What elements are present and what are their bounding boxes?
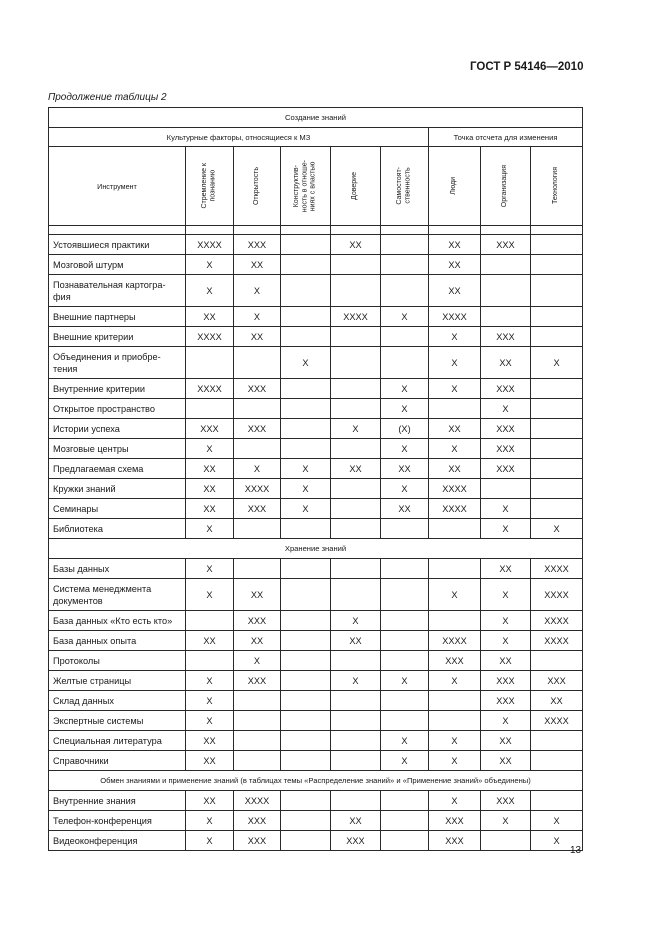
rating-cell — [481, 307, 531, 327]
spacer-cell — [481, 226, 531, 235]
rating-cell — [281, 751, 331, 771]
rating-cell: XX — [429, 235, 481, 255]
rating-cell: XXX — [481, 791, 531, 811]
rating-cell: XXX — [481, 235, 531, 255]
column-header: Конструктив- ность в отноше- ниях с властью — [281, 147, 331, 226]
rating-cell — [381, 579, 429, 611]
instrument-name: База данных «Кто есть кто» — [49, 611, 186, 631]
rating-cell: X — [186, 255, 234, 275]
group-header-cultural-factors: Культурные факторы, относящиеся к МЗ — [49, 128, 429, 147]
rating-cell: X — [531, 811, 583, 831]
table-row — [49, 631, 583, 651]
instrument-name: Протоколы — [49, 651, 186, 671]
rating-cell — [531, 327, 583, 347]
rating-cell: XX — [429, 459, 481, 479]
instrument-name: Библиотека — [49, 519, 186, 539]
rating-cell — [281, 235, 331, 255]
instrument-name: Устоявшиеся практики — [49, 235, 186, 255]
instrument-name: Экспертные системы — [49, 711, 186, 731]
table-row — [49, 419, 583, 439]
rating-cell: X — [481, 519, 531, 539]
rating-cell: XXXX — [531, 631, 583, 651]
table-row — [49, 519, 583, 539]
rating-cell: X — [234, 275, 281, 307]
rating-cell — [429, 611, 481, 631]
column-header: Организация — [481, 147, 531, 226]
rating-cell: XX — [186, 499, 234, 519]
table-row — [49, 731, 583, 751]
table-row — [49, 579, 583, 611]
rating-cell — [331, 499, 381, 519]
rating-cell — [531, 255, 583, 275]
rating-cell — [531, 235, 583, 255]
table-row — [49, 691, 583, 711]
rating-cell — [429, 399, 481, 419]
rating-cell: XX — [186, 631, 234, 651]
rating-cell: XX — [481, 559, 531, 579]
rating-cell: XXX — [481, 671, 531, 691]
rating-cell — [281, 711, 331, 731]
spacer-cell — [186, 226, 234, 235]
rating-cell — [531, 499, 583, 519]
instrument-column-header: Инструмент — [49, 147, 186, 226]
rating-cell — [381, 611, 429, 631]
rating-cell: X — [481, 499, 531, 519]
rating-cell — [531, 479, 583, 499]
table-row — [49, 459, 583, 479]
rating-cell: X — [331, 419, 381, 439]
rating-cell — [381, 651, 429, 671]
rating-cell — [331, 399, 381, 419]
rating-cell: XXX — [481, 459, 531, 479]
rating-cell: XX — [381, 499, 429, 519]
rating-cell — [381, 275, 429, 307]
rating-cell: X — [429, 791, 481, 811]
rating-cell — [331, 691, 381, 711]
rating-cell: X — [186, 275, 234, 307]
rating-cell: X — [381, 479, 429, 499]
rating-cell: XXX — [481, 691, 531, 711]
rating-cell: XX — [429, 255, 481, 275]
rating-cell: X — [481, 579, 531, 611]
rating-cell: XXX — [481, 419, 531, 439]
rating-cell: X — [429, 731, 481, 751]
rating-cell — [331, 651, 381, 671]
rating-cell: XX — [331, 631, 381, 651]
rating-cell — [381, 711, 429, 731]
rating-cell — [331, 711, 381, 731]
rating-cell — [281, 651, 331, 671]
rating-cell: XXXX — [186, 379, 234, 399]
rating-cell: XX — [331, 235, 381, 255]
rating-cell — [381, 327, 429, 347]
column-header: Открытость — [234, 147, 281, 226]
table-row — [49, 751, 583, 771]
table-row — [49, 399, 583, 419]
rating-cell: XX — [186, 459, 234, 479]
rating-cell — [481, 479, 531, 499]
rating-cell — [331, 327, 381, 347]
rating-cell: X — [531, 347, 583, 379]
rating-cell: X — [481, 631, 531, 651]
table-row — [49, 235, 583, 255]
rating-cell: XX — [531, 691, 583, 711]
table-row — [49, 671, 583, 691]
rating-cell: XXX — [234, 235, 281, 255]
rating-cell — [331, 275, 381, 307]
rating-cell — [331, 731, 381, 751]
table-row — [49, 379, 583, 399]
rating-cell — [234, 711, 281, 731]
rating-cell — [331, 439, 381, 459]
instrument-name: Объединения и приобре- тения — [49, 347, 186, 379]
rating-cell — [531, 307, 583, 327]
rating-cell — [281, 579, 331, 611]
rating-cell: X — [234, 651, 281, 671]
table-row — [49, 611, 583, 631]
rating-cell: XXX — [234, 811, 281, 831]
rating-cell — [281, 691, 331, 711]
rating-cell: XXX — [429, 811, 481, 831]
instrument-name: Желтые страницы — [49, 671, 186, 691]
rating-cell: XXXX — [429, 307, 481, 327]
rating-cell: X — [429, 671, 481, 691]
rating-cell: XXXX — [429, 631, 481, 651]
rating-cell: XXXX — [429, 479, 481, 499]
instrument-name: Истории успеха — [49, 419, 186, 439]
table-row — [49, 479, 583, 499]
column-header: Доверие — [331, 147, 381, 226]
instrument-name: Мозговой штурм — [49, 255, 186, 275]
rating-cell — [381, 559, 429, 579]
rating-cell: XXXX — [531, 579, 583, 611]
rating-cell — [234, 347, 281, 379]
rating-cell — [281, 671, 331, 691]
rating-cell — [186, 347, 234, 379]
rating-cell: X — [381, 731, 429, 751]
rating-cell: X — [186, 671, 234, 691]
column-header: Люди — [429, 147, 481, 226]
rating-cell: XXXX — [186, 327, 234, 347]
rating-cell: XX — [186, 731, 234, 751]
rating-cell: XXX — [481, 327, 531, 347]
rating-cell: X — [331, 611, 381, 631]
rating-cell — [281, 559, 331, 579]
rating-cell: X — [281, 459, 331, 479]
rating-cell: XX — [186, 307, 234, 327]
rating-cell: X — [481, 611, 531, 631]
instrument-name: Справочники — [49, 751, 186, 771]
table-row — [49, 711, 583, 731]
instrument-name: Кружки знаний — [49, 479, 186, 499]
rating-cell: XXXX — [331, 307, 381, 327]
knowledge-instruments-table — [48, 107, 583, 851]
rating-cell: X — [429, 439, 481, 459]
rating-cell — [381, 791, 429, 811]
rating-cell: X — [281, 499, 331, 519]
rating-cell: X — [186, 831, 234, 851]
instrument-name: Познавательная картогра- фия — [49, 275, 186, 307]
rating-cell — [281, 631, 331, 651]
rating-cell — [481, 831, 531, 851]
rating-cell — [234, 439, 281, 459]
table-continuation-caption: Продолжение таблицы 2 — [48, 92, 167, 103]
rating-cell — [429, 711, 481, 731]
rating-cell: XX — [429, 419, 481, 439]
rating-cell — [281, 255, 331, 275]
rating-cell: X — [186, 519, 234, 539]
rating-cell: X — [429, 751, 481, 771]
spacer-cell — [331, 226, 381, 235]
rating-cell: XXXX — [429, 499, 481, 519]
rating-cell: X — [186, 691, 234, 711]
rating-cell — [531, 459, 583, 479]
rating-cell — [234, 559, 281, 579]
rating-cell — [531, 399, 583, 419]
section-header-creation: Создание знаний — [49, 108, 583, 128]
rating-cell — [281, 811, 331, 831]
rating-cell: XX — [481, 751, 531, 771]
rating-cell: XXXX — [186, 235, 234, 255]
rating-cell: X — [381, 439, 429, 459]
rating-cell: X — [481, 811, 531, 831]
table-row — [49, 499, 583, 519]
rating-cell: XX — [429, 275, 481, 307]
rating-cell: X — [186, 559, 234, 579]
table-row — [49, 811, 583, 831]
rating-cell: X — [234, 459, 281, 479]
rating-cell — [281, 831, 331, 851]
rating-cell — [381, 235, 429, 255]
rating-cell — [429, 691, 481, 711]
rating-cell: XX — [234, 255, 281, 275]
instrument-name: Внутренние знания — [49, 791, 186, 811]
rating-cell — [381, 519, 429, 539]
rating-cell — [531, 275, 583, 307]
spacer-cell — [531, 226, 583, 235]
rating-cell — [281, 439, 331, 459]
rating-cell — [234, 519, 281, 539]
spacer-cell — [234, 226, 281, 235]
rating-cell — [281, 275, 331, 307]
rating-cell: X — [429, 379, 481, 399]
rating-cell — [531, 751, 583, 771]
rating-cell: XXX — [234, 831, 281, 851]
rating-cell: XX — [381, 459, 429, 479]
rating-cell — [481, 255, 531, 275]
rating-cell: XXX — [234, 611, 281, 631]
rating-cell — [331, 751, 381, 771]
rating-cell — [186, 399, 234, 419]
table-row — [49, 651, 583, 671]
instrument-name: Склад данных — [49, 691, 186, 711]
rating-cell: XXXX — [234, 791, 281, 811]
rating-cell: XX — [481, 731, 531, 751]
rating-cell: X — [481, 399, 531, 419]
rating-cell: XX — [234, 631, 281, 651]
rating-cell: XX — [481, 651, 531, 671]
rating-cell — [381, 811, 429, 831]
rating-cell: X — [381, 671, 429, 691]
rating-cell — [531, 651, 583, 671]
table-row — [49, 307, 583, 327]
rating-cell: X — [381, 751, 429, 771]
rating-cell: X — [186, 811, 234, 831]
rating-cell — [331, 379, 381, 399]
rating-cell: XXX — [234, 379, 281, 399]
rating-cell — [281, 611, 331, 631]
instrument-name: Мозговые центры — [49, 439, 186, 459]
rating-cell — [234, 399, 281, 419]
rating-cell — [234, 691, 281, 711]
rating-cell — [281, 327, 331, 347]
rating-cell — [381, 631, 429, 651]
spacer-cell — [281, 226, 331, 235]
rating-cell: XX — [481, 347, 531, 379]
instrument-name: База данных опыта — [49, 631, 186, 651]
table-row — [49, 255, 583, 275]
rating-cell: XXXX — [234, 479, 281, 499]
rating-cell — [331, 559, 381, 579]
section-header-storage: Хранение знаний — [49, 539, 583, 559]
table-row — [49, 439, 583, 459]
rating-cell — [281, 307, 331, 327]
rating-cell: XX — [234, 327, 281, 347]
table-row — [49, 347, 583, 379]
rating-cell — [531, 439, 583, 459]
spacer-cell — [49, 226, 186, 235]
rating-cell — [331, 255, 381, 275]
instrument-name: Система менеджмента документов — [49, 579, 186, 611]
rating-cell: X — [429, 327, 481, 347]
rating-cell: XX — [186, 751, 234, 771]
rating-cell — [531, 379, 583, 399]
instrument-name: Предлагаемая схема — [49, 459, 186, 479]
rating-cell: XXX — [429, 651, 481, 671]
rating-cell: (X) — [381, 419, 429, 439]
column-header: Технология — [531, 147, 583, 226]
instrument-name: Семинары — [49, 499, 186, 519]
rating-cell — [381, 347, 429, 379]
instrument-name: Видеоконференция — [49, 831, 186, 851]
rating-cell: X — [186, 439, 234, 459]
rating-cell — [531, 791, 583, 811]
rating-cell: XXX — [481, 439, 531, 459]
rating-cell: X — [481, 711, 531, 731]
rating-cell: XXX — [531, 671, 583, 691]
document-standard-header: ГОСТ Р 54146—2010 — [470, 61, 584, 73]
instrument-name: Внешние критерии — [49, 327, 186, 347]
page-number: 13 — [570, 845, 582, 856]
rating-cell: X — [186, 711, 234, 731]
instrument-name: Открытое пространство — [49, 399, 186, 419]
spacer-cell — [381, 226, 429, 235]
rating-cell — [281, 519, 331, 539]
rating-cell: XXX — [429, 831, 481, 851]
rating-cell — [186, 651, 234, 671]
rating-cell — [381, 831, 429, 851]
rating-cell: XXXX — [531, 559, 583, 579]
rating-cell: XXXX — [531, 711, 583, 731]
instrument-name: Телефон-конференция — [49, 811, 186, 831]
rating-cell: XXX — [481, 379, 531, 399]
rating-cell: X — [429, 579, 481, 611]
rating-cell: XXX — [234, 419, 281, 439]
rating-cell — [331, 519, 381, 539]
instrument-name: Внешние партнеры — [49, 307, 186, 327]
rating-cell: XXXX — [531, 611, 583, 631]
rating-cell — [281, 731, 331, 751]
rating-cell — [331, 479, 381, 499]
rating-cell: XXX — [234, 499, 281, 519]
rating-cell: X — [234, 307, 281, 327]
instrument-name: Базы данных — [49, 559, 186, 579]
instrument-name: Внутренние критерии — [49, 379, 186, 399]
section-header-exchange: Обмен знаниями и применение знаний (в таблицах темы «Распределение знаний» и «Применение знаний» объединены) — [49, 771, 583, 791]
rating-cell: XX — [331, 459, 381, 479]
rating-cell — [234, 731, 281, 751]
rating-cell: XX — [186, 791, 234, 811]
rating-cell — [186, 611, 234, 631]
table-row — [49, 327, 583, 347]
rating-cell — [381, 691, 429, 711]
rating-cell — [281, 419, 331, 439]
rating-cell: X — [331, 671, 381, 691]
rating-cell — [234, 751, 281, 771]
table-row — [49, 275, 583, 307]
rating-cell — [429, 519, 481, 539]
rating-cell — [331, 347, 381, 379]
rating-cell — [381, 255, 429, 275]
rating-cell — [429, 559, 481, 579]
rating-cell: X — [531, 831, 583, 851]
rating-cell: XXX — [186, 419, 234, 439]
rating-cell — [331, 791, 381, 811]
rating-cell: XXX — [331, 831, 381, 851]
rating-cell — [281, 791, 331, 811]
rating-cell — [331, 579, 381, 611]
rating-cell: X — [281, 347, 331, 379]
rating-cell: XXX — [234, 671, 281, 691]
rating-cell: X — [186, 579, 234, 611]
rating-cell — [281, 399, 331, 419]
group-header-reference-point: Точка отсчета для изменения — [429, 128, 583, 147]
rating-cell: X — [429, 347, 481, 379]
table-row — [49, 791, 583, 811]
rating-cell — [531, 731, 583, 751]
table-row — [49, 831, 583, 851]
rating-cell: X — [381, 379, 429, 399]
rating-cell: XX — [234, 579, 281, 611]
column-header: Самостоят- ственность — [381, 147, 429, 226]
table-row — [49, 559, 583, 579]
rating-cell — [281, 379, 331, 399]
rating-cell: XX — [331, 811, 381, 831]
rating-cell: X — [281, 479, 331, 499]
rating-cell: X — [531, 519, 583, 539]
column-header: Стремление к познанию — [186, 147, 234, 226]
rating-cell: X — [381, 307, 429, 327]
rating-cell — [481, 275, 531, 307]
rating-cell: X — [381, 399, 429, 419]
spacer-cell — [429, 226, 481, 235]
rating-cell: XX — [186, 479, 234, 499]
instrument-name: Специальная литература — [49, 731, 186, 751]
rating-cell — [531, 419, 583, 439]
